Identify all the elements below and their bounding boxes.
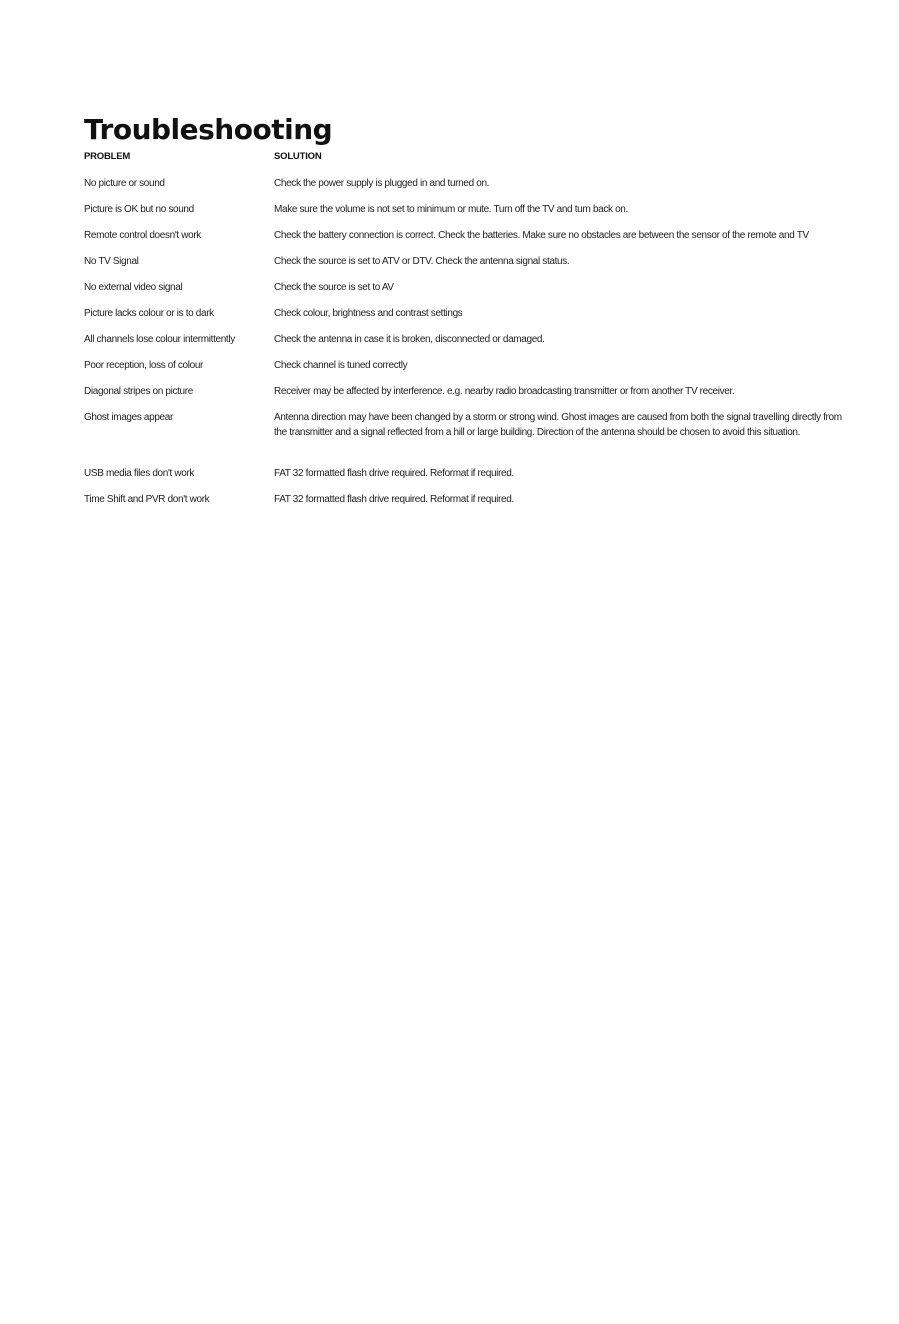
table-row (84, 202, 844, 228)
problem-cell: Diagonal stripes on picture (84, 386, 193, 397)
solution-cell: Check the source is set to AV (274, 282, 394, 293)
page-title: Troubleshooting (84, 113, 333, 146)
table-row (84, 176, 844, 202)
table-row (84, 306, 844, 332)
problem-cell: All channels lose colour intermittently (84, 334, 235, 345)
problem-cell: No picture or sound (84, 178, 165, 189)
solution-column-header: SOLUTION (274, 151, 322, 162)
table-header-row (84, 150, 844, 176)
problem-cell: Picture is OK but no sound (84, 204, 194, 215)
solution-cell: Antenna direction may have been changed by a storm or strong wind. Ghost images are caused from both the signal travelling directly from the transmitter and a signal reflected from a hill or large building. Direction of the antenna should be chosen to avoid this situation. (274, 412, 842, 438)
problem-cell: No TV Signal (84, 256, 139, 267)
solution-cell: Receiver may be affected by interference. e.g. nearby radio broadcasting transmitter or from another TV receiver. (274, 386, 735, 397)
problem-cell: USB media files don't work (84, 468, 195, 479)
table-row (84, 228, 844, 254)
solution-cell: Check colour, brightness and contrast settings (274, 308, 463, 319)
solution-cell: FAT 32 formatted flash drive required. Reformat if required. (274, 468, 514, 479)
table-row (84, 332, 844, 358)
table-row (84, 254, 844, 280)
table-row (84, 280, 844, 306)
solution-cell: Check the antenna in case it is broken, disconnected or damaged. (274, 334, 545, 345)
solution-cell: Check the source is set to ATV or DTV. Check the antenna signal status. (274, 256, 570, 267)
problem-column-header: PROBLEM (84, 151, 131, 162)
solution-cell: Check the power supply is plugged in and turned on. (274, 178, 490, 189)
solution-cell: Make sure the volume is not set to minimum or mute. Turn off the TV and turn back on. (274, 204, 628, 215)
solution-cell: FAT 32 formatted flash drive required. Reformat if required. (274, 494, 514, 505)
problem-cell: Poor reception, loss of colour (84, 360, 204, 371)
table-row (84, 492, 844, 518)
troubleshooting-table (84, 150, 844, 518)
problem-cell: Remote control doesn't work (84, 230, 201, 241)
problem-cell: Ghost images appear (84, 412, 173, 423)
table-row (84, 358, 844, 384)
problem-cell: Picture lacks colour or is to dark (84, 308, 214, 319)
table-row (84, 410, 844, 466)
table-row (84, 466, 844, 492)
problem-cell: Time Shift and PVR don't work (84, 494, 210, 505)
table-row (84, 384, 844, 410)
solution-cell: Check channel is tuned correctly (274, 360, 408, 371)
problem-cell: No external video signal (84, 282, 183, 293)
solution-cell: Check the battery connection is correct. Check the batteries. Make sure no obstacles are between the sensor of the remote and TV (274, 230, 809, 241)
